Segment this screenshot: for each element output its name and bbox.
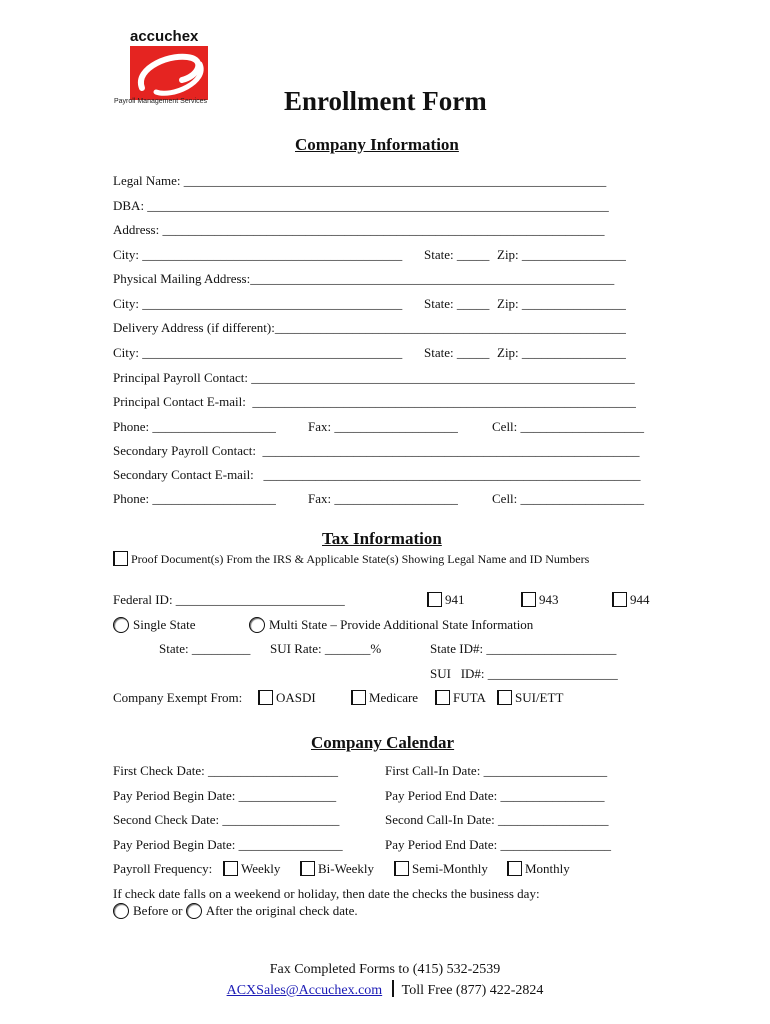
state-field-2[interactable]: State: _____ (424, 296, 490, 311)
state-field[interactable]: State: _________ (159, 641, 251, 656)
biweekly-label: Bi-Weekly (318, 861, 374, 876)
logo-tagline: Payroll Management Services (114, 98, 207, 105)
first-check-date-field[interactable]: First Check Date: ____________________ (113, 763, 338, 778)
oasdi-checkbox[interactable] (259, 690, 273, 705)
form-943-label: 943 (539, 592, 559, 607)
secondary-email-field[interactable]: Secondary Contact E-mail: __________________________________________________________ (113, 467, 641, 482)
sales-email-link[interactable]: ACXSales@Accuchex.com (226, 983, 383, 998)
pay-period-end-field-2[interactable]: Pay Period End Date: _________________ (385, 837, 612, 852)
fax-field-2[interactable]: Fax: ___________________ (308, 491, 458, 506)
form-944-checkbox[interactable] (613, 592, 627, 607)
semimonthly-checkbox[interactable] (395, 861, 409, 876)
after-label: After the original check date. (205, 903, 358, 918)
tax-information-heading: Tax Information (322, 529, 442, 548)
proof-document-label: Proof Document(s) From the IRS & Applicable State(s) Showing Legal Name and ID Numbers (131, 552, 590, 566)
legal-name-field[interactable]: Legal Name: _________________________________________________________________ (113, 173, 607, 188)
pay-period-begin-field-1[interactable]: Pay Period Begin Date: _______________ (113, 788, 337, 803)
pay-period-end-field-1[interactable]: Pay Period End Date: ________________ (385, 788, 605, 803)
second-callin-date-field[interactable]: Second Call-In Date: _________________ (385, 812, 609, 827)
sui-rate-field[interactable]: SUI Rate: _______% (270, 641, 382, 656)
fax-field-1[interactable]: Fax: ___________________ (308, 419, 458, 434)
biweekly-checkbox[interactable] (301, 861, 315, 876)
delivery-address-field[interactable]: Delivery Address (if different):______________________________________________________ (113, 320, 626, 335)
footer-contact (0, 980, 770, 999)
futa-label: FUTA (453, 690, 486, 705)
weekly-label: Weekly (241, 861, 281, 876)
futa-checkbox[interactable] (436, 690, 450, 705)
fax-completed-forms: Fax Completed Forms to (415) 532-2539 (269, 962, 501, 977)
logo-brand: accuchex (130, 28, 199, 45)
monthly-label: Monthly (525, 861, 570, 876)
single-state-label: Single State (133, 617, 196, 632)
before-or-label: Before or (133, 903, 183, 918)
zip-field-2[interactable]: Zip: ________________ (497, 296, 626, 311)
page-title: Enrollment Form (284, 86, 487, 116)
multi-state-label: Multi State – Provide Additional State Information (269, 617, 534, 632)
phone-field-1[interactable]: Phone: ___________________ (113, 419, 276, 434)
medicare-checkbox[interactable] (352, 690, 366, 705)
city-field-1[interactable]: City: ________________________________________ (113, 247, 403, 262)
company-information-heading: Company Information (295, 135, 459, 154)
city-field-2[interactable]: City: ________________________________________ (113, 296, 403, 311)
form-941-checkbox[interactable] (428, 592, 442, 607)
first-callin-date-field[interactable]: First Call-In Date: ___________________ (385, 763, 608, 778)
proof-document-checkbox[interactable] (114, 551, 128, 566)
sui-ett-checkbox[interactable] (498, 690, 512, 705)
multi-state-radio[interactable] (249, 617, 265, 633)
before-radio[interactable] (113, 903, 129, 919)
footer-divider (392, 980, 394, 997)
weekly-checkbox[interactable] (224, 861, 238, 876)
weekend-holiday-note: If check date falls on a weekend or holiday, then date the checks the business day: (113, 886, 540, 901)
oasdi-label: OASDI (276, 690, 316, 705)
sui-id-field[interactable]: SUI ID#: ____________________ (430, 666, 618, 681)
form-944-label: 944 (630, 592, 650, 607)
form-941-label: 941 (445, 592, 465, 607)
zip-field-1[interactable]: Zip: ________________ (497, 247, 626, 262)
phone-field-2[interactable]: Phone: ___________________ (113, 491, 276, 506)
semimonthly-label: Semi-Monthly (412, 861, 488, 876)
medicare-label: Medicare (369, 690, 419, 705)
zip-field-3[interactable]: Zip: ________________ (497, 345, 626, 360)
form-943-checkbox[interactable] (522, 592, 536, 607)
after-radio[interactable] (186, 903, 202, 919)
monthly-checkbox[interactable] (508, 861, 522, 876)
pay-period-begin-field-2[interactable]: Pay Period Begin Date: ________________ (113, 837, 343, 852)
single-state-radio[interactable] (113, 617, 129, 633)
principal-email-field[interactable]: Principal Contact E-mail: ___________________________________________________________ (113, 394, 636, 409)
state-field-3[interactable]: State: _____ (424, 345, 490, 360)
federal-id-field[interactable]: Federal ID: __________________________ (113, 592, 345, 607)
sui-ett-label: SUI/ETT (515, 690, 564, 705)
second-check-date-field[interactable]: Second Check Date: __________________ (113, 812, 340, 827)
principal-contact-field[interactable]: Principal Payroll Contact: ___________________________________________________________ (113, 370, 635, 385)
state-field-1[interactable]: State: _____ (424, 247, 490, 262)
payroll-frequency-label: Payroll Frequency: (113, 861, 213, 876)
toll-free-number: Toll Free (877) 422-2824 (401, 983, 544, 998)
physical-address-field[interactable]: Physical Mailing Address:________________________________________________________ (113, 271, 615, 286)
address-field[interactable]: Address: ____________________________________________________________________ (113, 222, 605, 237)
company-calendar-heading: Company Calendar (311, 733, 455, 752)
accuchex-logo (112, 28, 228, 112)
state-id-field[interactable]: State ID#: ____________________ (430, 641, 617, 656)
secondary-contact-field[interactable]: Secondary Payroll Contact: __________________________________________________________ (113, 443, 640, 458)
cell-field-1[interactable]: Cell: ___________________ (492, 419, 645, 434)
city-field-3[interactable]: City: ________________________________________ (113, 345, 403, 360)
cell-field-2[interactable]: Cell: ___________________ (492, 491, 645, 506)
company-exempt-label: Company Exempt From: (113, 690, 243, 705)
dba-field[interactable]: DBA: _______________________________________________________________________ (113, 198, 609, 213)
